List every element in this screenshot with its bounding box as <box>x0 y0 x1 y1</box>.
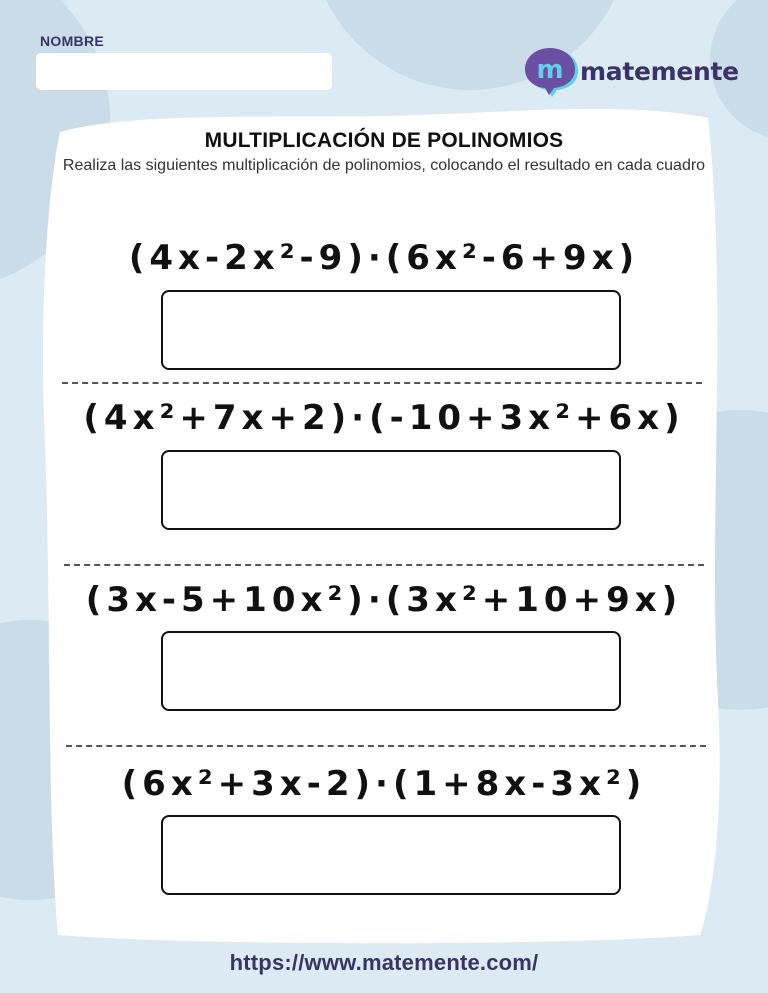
problem-3-answer-box[interactable] <box>161 631 621 711</box>
problem-3-expression: (3x-5+10x²)·(3x²+10+9x) <box>85 580 683 620</box>
problem-1-answer-box[interactable] <box>161 290 621 370</box>
logo-initial: m <box>536 55 564 85</box>
problem-4-answer-box[interactable] <box>161 815 621 895</box>
name-label: NOMBRE <box>40 33 105 49</box>
divider-1 <box>62 382 702 384</box>
logo-speech-bubble-icon <box>522 45 578 97</box>
name-input[interactable] <box>36 53 332 90</box>
divider-2 <box>64 564 704 566</box>
problem-4-expression: (6x²+3x-2)·(1+8x-3x²) <box>121 764 647 804</box>
brand-name: matemente <box>580 56 739 86</box>
footer-url-link[interactable]: https://www.matemente.com/ <box>229 950 539 975</box>
problem-2-expression: (4x²+7x+2)·(-10+3x²+6x) <box>83 398 685 438</box>
worksheet-instructions: Realiza las siguientes multiplicación de polinomios, colocando el resultado en cada cuadro <box>62 157 706 174</box>
problem-1-expression: (4x-2x²-9)·(6x²-6+9x) <box>128 238 640 278</box>
divider-3 <box>66 745 706 747</box>
matemente-logo <box>522 45 739 97</box>
worksheet-title: MULTIPLICACIÓN DE POLINOMIOS <box>204 129 564 152</box>
problem-2-answer-box[interactable] <box>161 450 621 530</box>
